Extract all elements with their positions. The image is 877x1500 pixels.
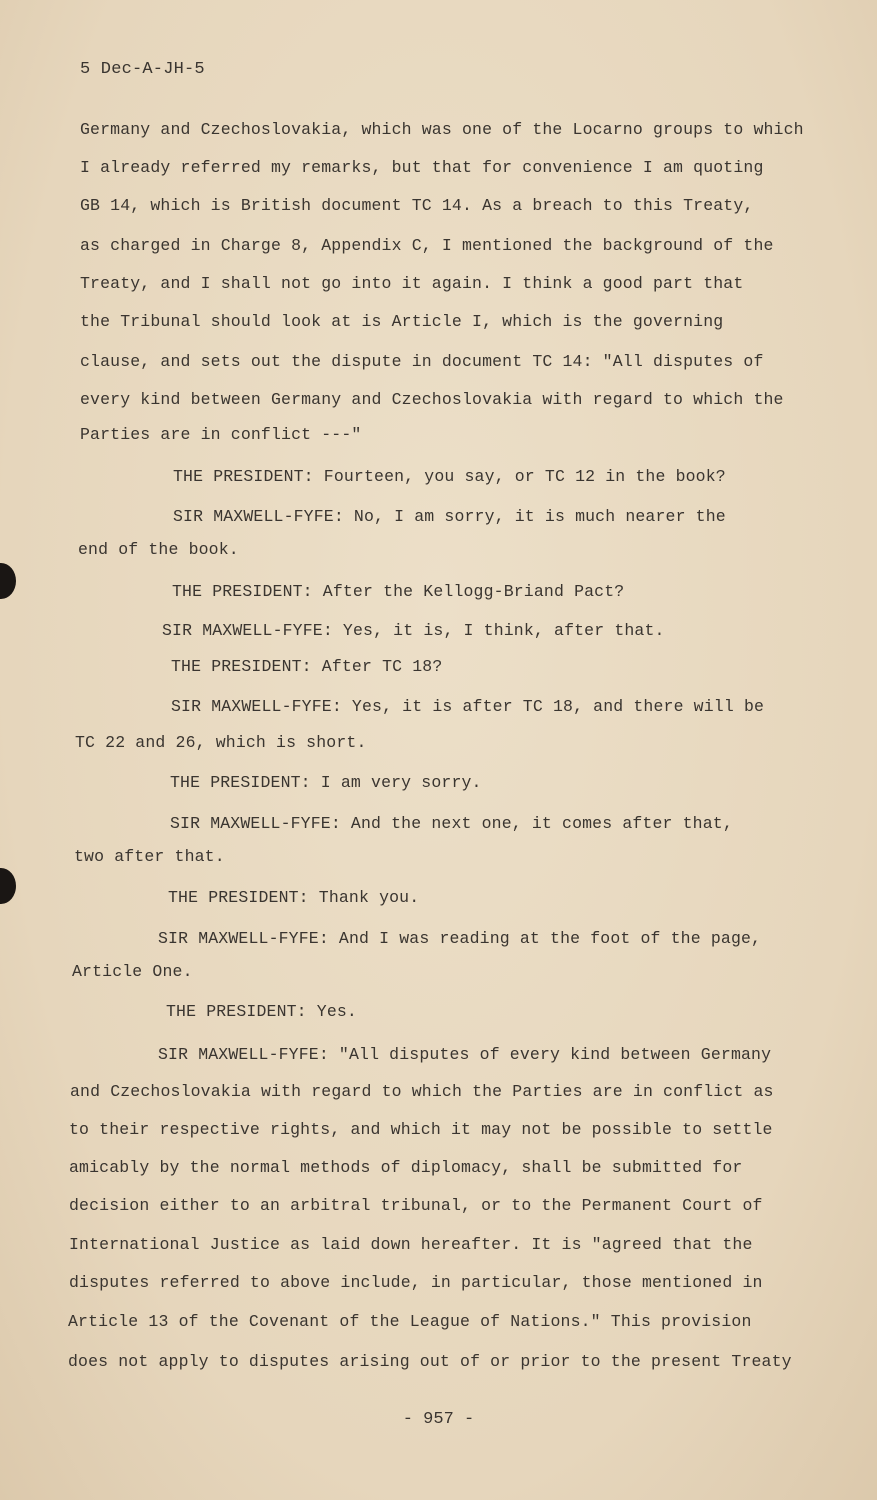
speaker-line: SIR MAXWELL-FYFE: Yes, it is after TC 18, and there will be (171, 697, 765, 716)
text-line: and Czechoslovakia with regard to which the Parties are in conflict as (70, 1082, 774, 1101)
speaker-line: SIR MAXWELL-FYFE: "All disputes of every kind between Germany (158, 1045, 772, 1064)
speaker-line: SIR MAXWELL-FYFE: And the next one, it comes after that, (170, 814, 733, 833)
text-line: Germany and Czechoslovakia, which was one of the Locarno groups to which (80, 120, 804, 139)
text-line: Article One. (72, 962, 193, 981)
speaker-line: THE PRESIDENT: Thank you. (168, 888, 420, 907)
text-line: clause, and sets out the dispute in document TC 14: "All disputes of (80, 352, 764, 371)
speaker-line: THE PRESIDENT: After TC 18? (171, 657, 443, 676)
text-line: does not apply to disputes arising out of or prior to the present Treaty (68, 1352, 792, 1371)
speaker-line: SIR MAXWELL-FYFE: And I was reading at the foot of the page, (158, 929, 762, 948)
text-line: disputes referred to above include, in particular, those mentioned in (69, 1273, 763, 1292)
text-line: I already referred my remarks, but that for convenience I am quoting (80, 158, 764, 177)
punch-hole (0, 563, 16, 599)
speaker-line: SIR MAXWELL-FYFE: Yes, it is, I think, after that. (162, 621, 665, 640)
text-line: to their respective rights, and which it may not be possible to settle (69, 1120, 773, 1139)
speaker-line: THE PRESIDENT: I am very sorry. (170, 773, 482, 792)
text-line: two after that. (74, 847, 225, 866)
page-number: - 957 - (402, 1410, 475, 1429)
text-line: as charged in Charge 8, Appendix C, I mentioned the background of the (80, 236, 774, 255)
speaker-line: THE PRESIDENT: Fourteen, you say, or TC 12 in the book? (173, 467, 726, 486)
punch-hole (0, 868, 16, 904)
page-reference: 5 Dec-A-JH-5 (80, 60, 205, 79)
speaker-line: THE PRESIDENT: After the Kellogg-Briand Pact? (172, 582, 625, 601)
text-line: TC 22 and 26, which is short. (75, 733, 367, 752)
text-line: Article 13 of the Covenant of the League of Nations." This provision (68, 1312, 752, 1331)
speaker-line: SIR MAXWELL-FYFE: No, I am sorry, it is much nearer the (173, 507, 726, 526)
text-line: end of the book. (78, 540, 239, 559)
text-line: Parties are in conflict ---" (80, 425, 362, 444)
text-line: amicably by the normal methods of diplomacy, shall be submitted for (69, 1158, 743, 1177)
text-line: International Justice as laid down hereafter. It is "agreed that the (69, 1235, 753, 1254)
text-line: every kind between Germany and Czechoslovakia with regard to which the (80, 390, 784, 409)
speaker-line: THE PRESIDENT: Yes. (166, 1002, 357, 1021)
text-line: decision either to an arbitral tribunal, or to the Permanent Court of (69, 1196, 763, 1215)
text-line: the Tribunal should look at is Article I, which is the governing (80, 312, 724, 331)
text-line: Treaty, and I shall not go into it again. I think a good part that (80, 274, 744, 293)
text-line: GB 14, which is British document TC 14. As a breach to this Treaty, (80, 196, 754, 215)
